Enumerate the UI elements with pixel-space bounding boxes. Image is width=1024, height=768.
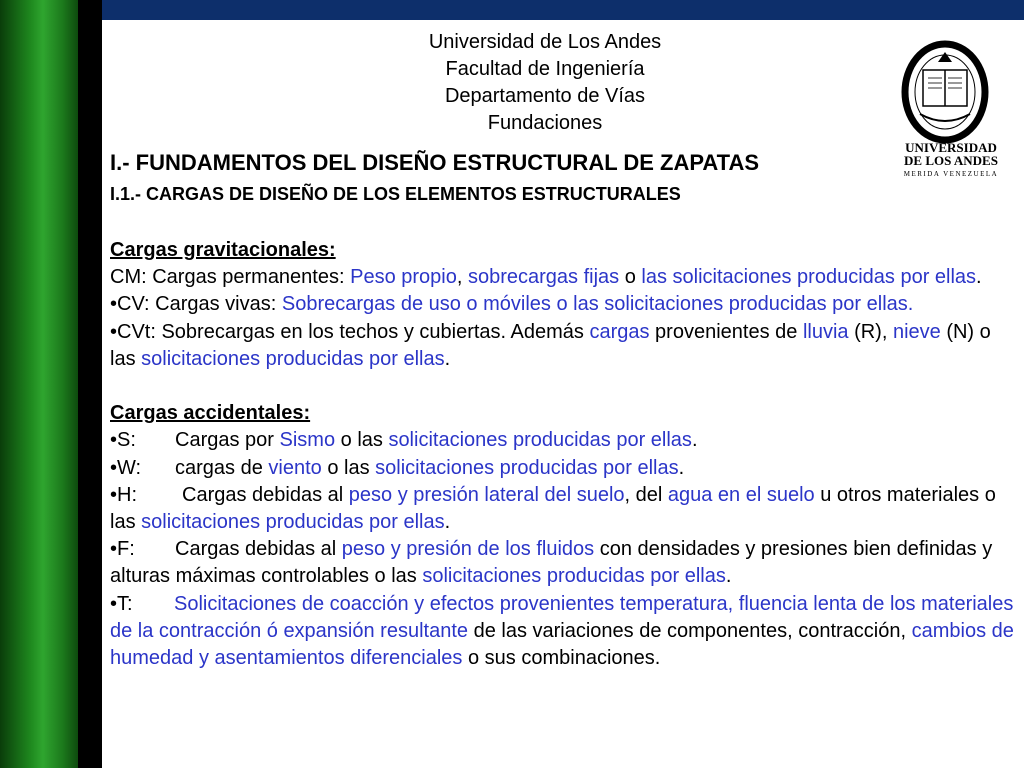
item-cvt: [110, 319, 1015, 373]
cm-text-2: ,: [456, 266, 468, 289]
cvt-highlight-1: cargas: [589, 320, 650, 343]
h-highlight-1: peso y presión lateral del suelo: [348, 483, 625, 506]
cvt-highlight-4: solicitaciones producidas por ellas: [141, 347, 445, 370]
top-blue-bar: [102, 0, 1024, 20]
logo-text-university: UNIVERSIDAD: [905, 140, 997, 155]
w-text-1: cargas de: [175, 456, 269, 479]
section-heading-gravitational: Cargas gravitacionales:: [110, 239, 336, 261]
h-text-3: u otros materiales o las: [110, 483, 996, 534]
w-text-3: .: [678, 456, 685, 479]
slide-content: [110, 237, 1015, 672]
header-department: Departamento de Vías: [444, 85, 646, 107]
s-text-3: .: [691, 429, 698, 452]
item-s: [110, 427, 1015, 454]
cm-text-1: CM: Cargas permanentes:: [110, 266, 351, 289]
left-black-bar: [78, 0, 102, 768]
t-text-2: o sus combinaciones.: [462, 647, 661, 670]
institution-header: [330, 29, 760, 137]
f-text-1: Cargas debidas al: [175, 538, 342, 561]
w-highlight-2: solicitaciones producidas por ellas: [375, 456, 679, 479]
header-course: Fundaciones: [487, 112, 603, 134]
t-text-1: de las variaciones de componentes, contracción,: [468, 619, 912, 642]
cm-text-4: .: [976, 266, 982, 289]
logo-text-andes: DE LOS ANDES: [904, 153, 998, 168]
spacer: [110, 373, 1015, 400]
cvt-text-5: .: [444, 347, 451, 370]
s-highlight-1: Sismo: [279, 429, 336, 452]
left-green-bar: [0, 0, 78, 768]
t-code: •T:: [110, 592, 133, 615]
slide-title: I.- FUNDAMENTOS DEL DISEÑO ESTRUCTURAL DE ZAPATAS: [110, 150, 760, 175]
h-text-2: , del: [624, 483, 668, 506]
f-text-3: .: [725, 565, 732, 588]
f-highlight-1: peso y presión de los fluidos: [341, 538, 595, 561]
item-w: [110, 455, 1015, 482]
s-text-2: o las: [335, 429, 389, 452]
h-code: •H:: [110, 483, 138, 506]
w-highlight-1: viento: [268, 456, 322, 479]
h-highlight-3: solicitaciones producidas por ellas: [141, 511, 445, 534]
s-highlight-2: solicitaciones producidas por ellas: [388, 429, 692, 452]
w-code: •W:: [110, 456, 142, 479]
header-faculty: Facultad de Ingeniería: [445, 58, 645, 80]
item-f: [110, 536, 1015, 590]
t-highlight-2: cambios de humedad y asentamientos diferenciales: [110, 619, 1014, 670]
cv-highlight-1: Sobrecargas de uso o móviles o las solicitaciones producidas por ellas.: [281, 293, 914, 316]
item-t: [110, 591, 1015, 673]
section-heading-accidental: Cargas accidentales:: [110, 402, 311, 425]
university-seal-logo: [898, 40, 1004, 182]
header-university: Universidad de Los Andes: [428, 31, 662, 53]
f-code: •F:: [110, 538, 135, 561]
item-cm: [110, 264, 1015, 291]
w-text-2: o las: [321, 456, 376, 479]
t-highlight-1: Solicitaciones de coacción y efectos provenientes temperatura, fluencia lenta de los materiales de la contracción ó expansión resultante: [110, 592, 1014, 642]
logo-text-city: MERIDA VENEZUELA: [903, 170, 999, 178]
cvt-highlight-2: lluvia: [802, 320, 849, 343]
h-text-4: .: [444, 511, 451, 534]
cm-highlight-1: Peso propio: [350, 266, 457, 289]
cvt-highlight-3: nieve: [892, 320, 941, 343]
cvt-text-3: (R),: [848, 320, 893, 343]
cm-highlight-3: las solicitaciones producidas por ellas: [641, 266, 977, 289]
slide-subtitle: I.1.- CARGAS DE DISEÑO DE LOS ELEMENTOS ESTRUCTURALES: [110, 184, 681, 204]
cvt-text-1: •CVt: Sobrecargas en los techos y cubiertas. Además: [110, 320, 590, 343]
item-h: [110, 482, 1015, 536]
h-highlight-2: agua en el suelo: [667, 483, 815, 506]
h-text-1: Cargas debidas al: [182, 483, 349, 506]
f-text-2: con densidades y presiones bien definidas y alturas máximas controlables o las: [110, 538, 993, 588]
cvt-text-4: (N) o las: [110, 320, 991, 370]
cv-text-1: •CV: Cargas vivas:: [110, 293, 282, 316]
cvt-text-2: provenientes de: [649, 320, 803, 343]
seal-icon: [905, 44, 985, 140]
item-cv: [110, 291, 1015, 318]
s-code: •S:: [110, 429, 136, 452]
s-text-1: Cargas por: [175, 429, 280, 452]
f-highlight-2: solicitaciones producidas por ellas: [422, 565, 726, 588]
cm-text-3: o: [619, 266, 642, 289]
cm-highlight-2: sobrecargas fijas: [467, 266, 620, 289]
